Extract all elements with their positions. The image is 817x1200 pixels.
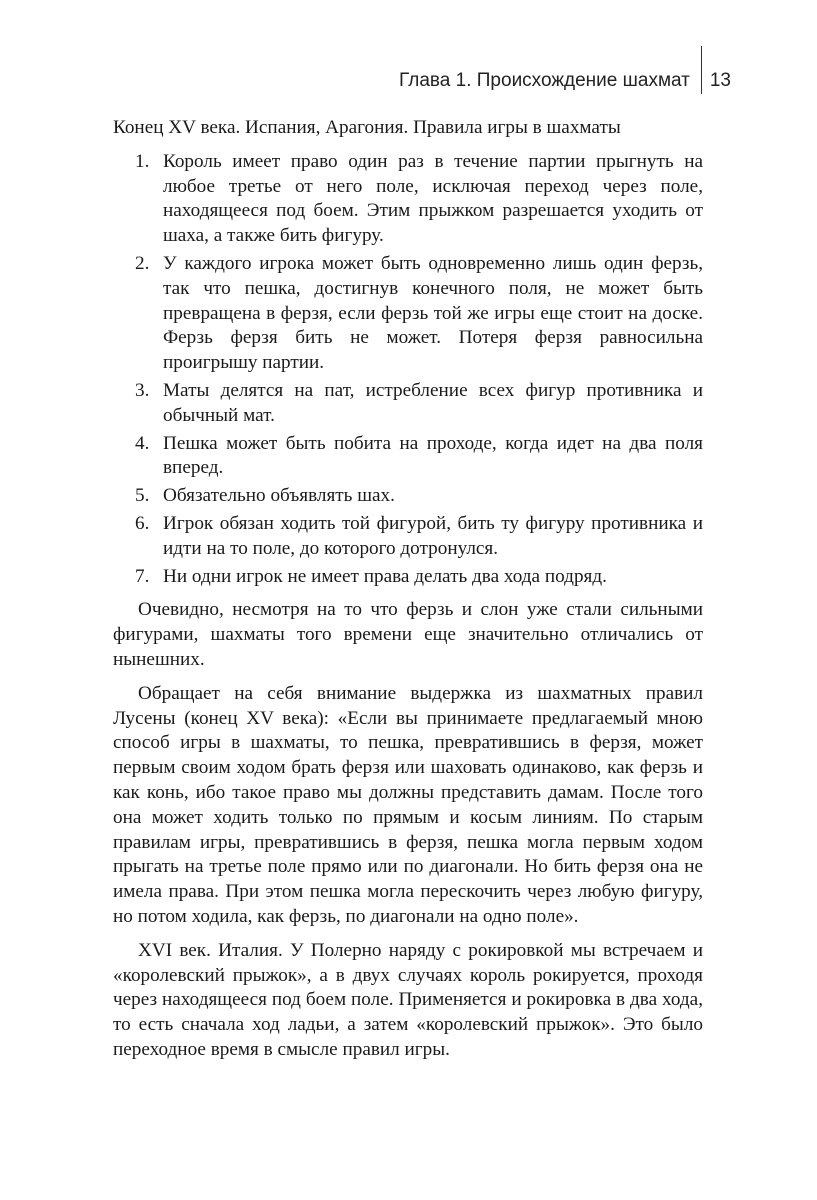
body-paragraph: XVI век. Италия. У Полерно наряду с рокировкой мы встречаем и «королевский прыжок», а в двух случаях король рокируется, проходя через находящееся под боем поле. Применяется и рокировка в два хода, то есть сначала ход ладьи, а затем «королевский прыжок». Это было переходное время в смысле правил игры. <box>113 939 703 1060</box>
rules-list <box>113 150 703 590</box>
rule-text: Игрок обязан ходить той фигурой, бить ту фигуру противника и идти на то поле, до которого дотронулся. <box>163 512 703 559</box>
rule-text: У каждого игрока может быть одновременно лишь один ферзь, так что пешка, достигнув конечного поля, не может быть превращена в ферзя, если ферзь той же игры еще стоит на доске. Ферзь ферзя бить не может. Потеря ферзя равносильна проигрышу партии. <box>163 252 703 374</box>
rule-number: 1. <box>135 150 150 172</box>
rule-number: 5. <box>135 485 150 507</box>
page-number: 13 <box>709 70 731 91</box>
body-paragraph: Обращает на себя внимание выдержка из шахматных правил Лусены (конец XV века): «Если вы принимаете предлагаемый мною способ игры в шахматы, то пешка, превратившись в ферзя, может первым своим ходом брать ферзя или шаховать одинаково, как ферзь и как конь, ибо такое право мы должны представить дамам. После того она может ходить только по прямым и косым линиям. По старым правилам игры, превратившись в ферзя, пешка могла первым ходом прыгать на третье поле прямо или по диагонали. Но бить ферзя она не имела права. При этом пешка могла перескочить через любую фигуру, но потом ходила, как ферзь, по диагонали на одно поле». <box>113 682 703 927</box>
rule-text: Король имеет право один раз в течение партии прыгнуть на любое третье от него поле, исключая переход через поле, находящееся под боем. Этим прыжком разрешается уходить от шаха, а также бить фигуру. <box>163 150 703 247</box>
rule-number: 3. <box>135 379 150 401</box>
chapter-title: Глава 1. Происхождение шахмат <box>399 70 690 91</box>
rule-text: Маты делятся на пат, истребление всех фигур противника и обычный мат. <box>163 379 703 426</box>
intro-paragraph: Конец XV века. Испания, Арагония. Правила игры в шахматы <box>113 117 621 138</box>
rule-number: 4. <box>135 432 150 454</box>
rule-item <box>113 150 703 249</box>
rule-item <box>113 432 703 482</box>
rule-text: Обязательно объявлять шах. <box>163 485 395 507</box>
rule-item <box>113 512 703 562</box>
rule-number: 7. <box>135 565 150 587</box>
page-body <box>113 116 703 1072</box>
rule-item <box>113 565 703 590</box>
rule-number: 6. <box>135 512 150 534</box>
running-header <box>399 68 731 94</box>
body-paragraph: Очевидно, несмотря на то что ферзь и слон уже стали сильными фигурами, шахматы того времени еще значительно отличались от нынешних. <box>113 599 703 670</box>
rule-item <box>113 379 703 429</box>
rule-item <box>113 484 703 509</box>
rule-text: Ни одни игрок не имеет права делать два хода подряд. <box>163 565 607 587</box>
rule-number: 2. <box>135 252 150 274</box>
rule-item <box>113 252 703 376</box>
rule-text: Пешка может быть побита на проходе, когда идет на два поля вперед. <box>163 432 703 479</box>
